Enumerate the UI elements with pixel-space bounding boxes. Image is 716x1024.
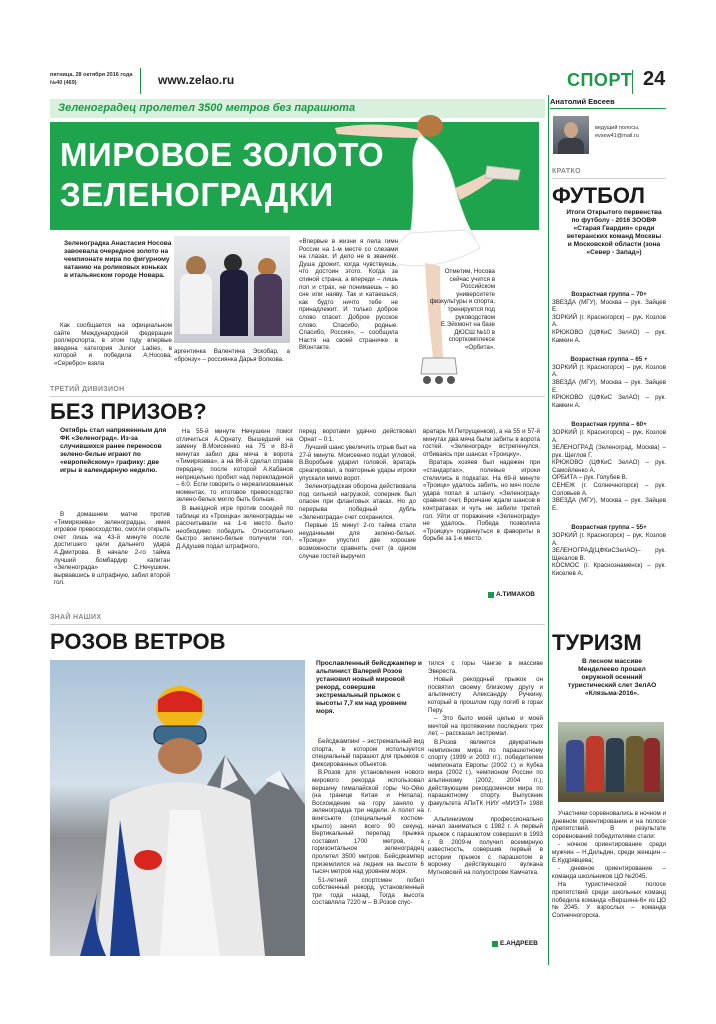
- football-c2: На 55-й минуте Нечушкин помог отличиться А.Орнату. Вышедший на замену В.Моисеенко на 75 и 83-й минутах забил два мяча в ворота «Тимирязева», а на 86-й сделал справа передачу, после которой А.Кабанов неприцельно пробил над перекладиной – 6:0. Если говорить о нереализованных моментах, то итоговое превосходство зелено-белых могло быть больше.: [176, 428, 293, 504]
- group-55-line1: ЗОРКИЙ (г. Красногорск) – рук. Козлов А.: [552, 532, 666, 547]
- rozov-c2: тился с горы Чангзе в массиве Эвереста.: [428, 660, 543, 675]
- page-number: 24: [643, 68, 666, 90]
- brief-title: ФУТБОЛ: [552, 183, 645, 208]
- skater-lead: Зеленоградка Анастасия Носова завоевала очередное золото на чемпионате мира по фигурному катанию на роликовых коньках в итальянском городе Новара.: [64, 240, 172, 279]
- group-70-line1: ЗВЕЗДА (МГУ), Москва – рук. Зайцев Е.: [552, 298, 666, 314]
- byline-marker: [488, 592, 494, 598]
- rozov-col1: [312, 738, 424, 908]
- rozov-c1c: 51-летний спортсмен побил собственный рекорд, установленный три года назад. Тогда высота составляла 7220 м – В.Розов спус-: [312, 876, 424, 907]
- group-55-line2: ЗЕЛЕНОГРАД(ЦФКиСЗелАО)– рук. Щекалов В.: [552, 547, 666, 562]
- group-55-line3: КОСМОС (г. Краснознаменск) – рук. Киселев А.: [552, 562, 666, 577]
- header-divider: [140, 68, 141, 94]
- rozov-c2c: – Это было моей целью и моей мечтой на протяжении последних трех лет, – рассказал экстремал.: [428, 715, 543, 738]
- group-60-line6: ЗВЕЗДА (МГУ), Москва – рук. Зайцев Е.: [552, 497, 666, 512]
- football-lead-block: [60, 427, 170, 475]
- tourism-p1: Участники соревновались в ночном и дневном ориентировании и на полосе препятствий. В результате соревнований победителями стали:: [552, 810, 666, 840]
- football-c3b: Лучший шанс увеличить отрыв был на 27-й минуте. Моисеенко подал угловой, В.Воробьев ударил головой, вратарь среагировал, а повторные удары игроки упускали мимо ворот.: [299, 444, 416, 482]
- rozov-col2: [428, 660, 543, 878]
- tourism-p3: - дневное ориентирование – команда школьников ЦО №2045.: [552, 865, 666, 880]
- tourism-photo: [558, 722, 664, 802]
- section-divider: [632, 70, 633, 94]
- skater-body-1: [54, 322, 172, 369]
- issue-number: №40 (469): [50, 80, 77, 86]
- author-role: ведущий полосы,: [595, 125, 640, 131]
- author-name: Анатолий Евсеев: [550, 97, 615, 106]
- author-email[interactable]: evsew41@mail.ru: [595, 133, 639, 139]
- brief-kicker: КРАТКО: [552, 168, 581, 175]
- headline-line2: ЗЕЛЕНОГРАДКИ: [60, 176, 334, 213]
- skater-p2: аргентинка Валентина Эскобар, а «бронзу» – россиянка Дарья Волкова.: [174, 348, 290, 363]
- group-65-line1: ЗОРКИЙ (г. Красногорск) – рук. Козлов А.: [552, 363, 666, 379]
- group-55-title: Возрастная группа – 55+: [571, 524, 647, 532]
- section-name: СПОРТ: [567, 70, 633, 90]
- skater-quote-text: «Впервые в жизни я пела гимн России на 1-м месте со слезами на глазах. И дело не в званиях. Душа дрожит, когда чувствуешь, что достоин этого. Когда за спиной страна, а впереди – лишь пол и страх, не понимаешь – во сне или наяву. Так и катаешься, как будто ничто тебе не принадлежит. И только доброе слово спасет. Доброе русское слово. Спасибо, родные. Спасибо, Россия», – сообщила Настя на своей страничке в ВКонтакте.: [299, 238, 398, 352]
- rozov-lead: Прославленный бейсджампер и альпинист Валерий Розов установил новый мировой рекорд, совершив экстремальный прыжок с высоты 7,7 км над уровнем моря.: [316, 660, 422, 715]
- group-70-title: Возрастная группа – 70+: [571, 291, 647, 298]
- rozov-c1b: В.Розов для установления нового мирового рекорда использовал вершину гималайской горы Чо-Ойю (на границе Китая и Непала). Восхождение на гору заняло у зеленоградца три недели. А полет на вингсьюте (специальный костюм-крыло) занял всего 90 секунд. Вертикальный перепад прыжка составил 1700 метров, а горизонтальное зеленоградец пролетел 3500 метров. Бейсджампер приземлился на ледник на высоте 6 тысяч метров над уровнем моря.: [312, 769, 424, 876]
- football-col2: [176, 428, 293, 552]
- brief-results: [552, 286, 666, 578]
- group-60-line4: ОРБИТА – рук. Голубев В.: [552, 474, 628, 482]
- football-c3d: Первые 15 минут 2-го тайма стали неудачными для зелено-белых. «Троицк» упустил две хорошие возможности сравнять счет (в одном случае гостей выручил: [299, 522, 416, 560]
- tourism-p4: На туристической полосе препятствий среди школьных команд победила команда «Вершина-6» из ЦО №2045. У взрослых – команда Солнечногорска.: [552, 881, 666, 919]
- tourism-lead-block: [562, 658, 662, 698]
- site-url[interactable]: www.zelao.ru: [158, 73, 235, 87]
- tourism-body: [552, 810, 666, 920]
- skater-podium-photo: [174, 236, 290, 343]
- football-c2b: В выездной игре против соседей по таблице из «Троицка» зеленоградцы не рассчитывали на 1-е место было необходимо победить. Относительно быстро зелено-белые получили гол, Д.Адушев подал штрафного,: [176, 504, 293, 550]
- group-65-title: Возрастная группа – 65 +: [570, 356, 648, 364]
- football-kicker: ТРЕТИЙ ДИВИЗИОН: [50, 386, 125, 393]
- sidebar-divider: [548, 95, 549, 965]
- skater-body-3: [425, 268, 495, 353]
- group-60-line3: КРЮКОВО (ЦФКиС ЗелАО) – рук. Самойленко А.: [552, 459, 666, 474]
- rozov-c1: Бейсджампинг – экстремальный вид спорта, в котором используется специальный парашют для прыжков с фиксированных объектов.: [312, 738, 424, 768]
- rozov-byline: Е.АНДРЕЕВ: [500, 940, 538, 947]
- brief-rule: [552, 178, 666, 179]
- rozov-title: РОЗОВ ВЕТРОВ: [50, 629, 226, 654]
- rozov-byline-marker: [492, 941, 498, 947]
- skater-p3: Отметим, Носова сейчас учится в Российском университете физкультуры и спорта, тренируется под руководством Е.Эйхмонт на базе ДЮСШ №10 в спорткомплексе «Орбита».: [429, 268, 495, 351]
- group-70-line2: ЗОРКИЙ (г. Красногорск) – рук. Козлов А.: [552, 313, 666, 329]
- skater-quote: [299, 238, 398, 353]
- group-65-line2: ЗВЕЗДА (МГУ), Москва – рук. Зайцев Е.: [552, 378, 666, 394]
- skater-p1: Как сообщается на официальном сайте Международной федерации роллерспорта, в этом году впервые введена категория Junior Ladies, в которой и победила А.Носова. «Серебро» взяла: [54, 322, 172, 367]
- football-title: БЕЗ ПРИЗОВ?: [50, 399, 207, 424]
- group-60-line2: ЗЕЛЕНОГРАД (Зеленоград, Москва) – рук. Щеглов Г.: [552, 444, 666, 459]
- rozov-lead-block: [316, 660, 424, 716]
- football-byline: А.ТИМАКОВ: [496, 591, 535, 598]
- football-col3: [299, 428, 416, 561]
- rozov-photo: [50, 660, 305, 956]
- rozov-rule: [50, 624, 545, 625]
- banner-strip-text: Зеленоградец пролетел 3500 метров без парашюта: [58, 102, 356, 114]
- skater-lead-block: [64, 240, 172, 280]
- brief-lead: Итоги Открытого первенства по футболу - 2016 ЗООВФ «Старая Гвардия» среди ветеранских команд Москвы и Московской области (зона «Север - Запад»): [566, 209, 662, 256]
- football-c4: вратарь М.Петрущенков), а на 55 и 57-й минутах два мяча были забиты в ворота гостей. «Зеленоград» встрепенулся, отбиваясь при шансах «Троицку».: [423, 428, 540, 458]
- tourism-p2: - ночное ориентирование среди мужчин – Н.Дильдин, среди женщин – Е.Кудрявцева;: [552, 841, 666, 864]
- football-c4b: Вратарь хозяев был надежен при «стандартах», полевые игроки стелились в подкатах. На 69-й минуте «Троицк» удалось забить, но мяч после удара попал в штангу. «Зеленоград» сравнял счет, Вроичане ждали шансов в контратаках и чуть не забили третий гол. Уйти от поражения «Зеленограду» не удалось. Победа позволила «Троицку» подвинуться в фавориты в борьбе за 1-е место.: [423, 459, 540, 543]
- football-rule: [50, 396, 545, 397]
- football-c1: В домашнем матче против «Тимирязева» зеленоградцы, имея игровое превосходство, смогли открыть счет лишь на 43-й минуте после достигшего цели дальнего удара А.Дмитрова. В начале 2-го тайма лучший бомбардир капитан «Зеленограда» С.Нечушкин, вырвавшись в штрафную, забил второй гол.: [54, 511, 170, 587]
- rozov-c2b: Новый рекордный прыжок он посвятил своему близкому другу и альпинисту Александру Ручкину, который в прошлом году погиб в горах Перу.: [428, 676, 543, 714]
- group-60-title: Возрастная группа – 60+: [571, 421, 647, 429]
- rozov-c2d: В.Розов является двукратным чемпионом мира по парашютному спорту (1999 и 2003 гг.), победителем чемпионата Европы (2002 г.) и Кубка мира (2002 г.), чемпионом России по альпинизму (2002, 2004 гг.), действующим рекордсменом мира по парашютному спорту. Выпускник факультета АПиТК НИУ «МИЭТ» 1988 г.: [428, 738, 543, 815]
- rozov-c2e: Альпинизмом профессионально начал заниматься с 1982 г. А первый прыжок с парашютом совершил в 1993 г. В 2009-м получил всемирную известность, совершив первый в истории прыжок с парашютом в воронку действующего вулкана Мутновский на полуострове Камчатка.: [428, 815, 543, 877]
- headline-line1: МИРОВОЕ ЗОЛОТО: [60, 136, 385, 173]
- brief-lead-block: [566, 209, 662, 257]
- football-col1: [54, 511, 170, 588]
- author-rule: [550, 108, 666, 109]
- tourism-lead: В лесном массиве Менделеево прошел окружной осенний туристический слет ЗелАО «Клязьма-2016».: [567, 658, 657, 697]
- author-photo: [553, 116, 589, 154]
- group-70-line3: КРЮКОВО (ЦФКиС ЗелАО) – рук. Камкин А.: [552, 328, 666, 344]
- tourism-title: ТУРИЗМ: [552, 630, 642, 655]
- group-60-line1: ЗОРКИЙ (г. Красногорск) – рук. Козлов А.: [552, 428, 666, 444]
- football-c3c: Зеленоградская оборона действовала под сильной нагрузкой, соперник был опасен при фланговых атаках. Но до перерыва победный дубль «Зеленограда» счет сохранился.: [299, 483, 416, 521]
- rozov-kicker: ЗНАЙ НАШИХ: [50, 614, 102, 621]
- skater-body-2: [174, 348, 290, 364]
- group-60-line5: СЕНЕЖ (г. Солнечногорск) – рук. Соловьев А.: [552, 482, 666, 497]
- football-c3: перед воротами удачно действовал Орнат – 0:1.: [299, 428, 416, 443]
- group-65-line3: КРЮКОВО (ЦФКиС ЗелАО) – рук. Камкин А.: [552, 394, 666, 409]
- football-col4: [423, 428, 540, 544]
- issue-date: пятница, 28 октября 2016 года: [50, 72, 133, 78]
- football-lead: Октябрь стал напряженным для ФК «Зеленоград». Из-за случившихся ранее переносов зелено-белые играют по «европейскому» графику: две игры в календарную неделю.: [60, 427, 167, 474]
